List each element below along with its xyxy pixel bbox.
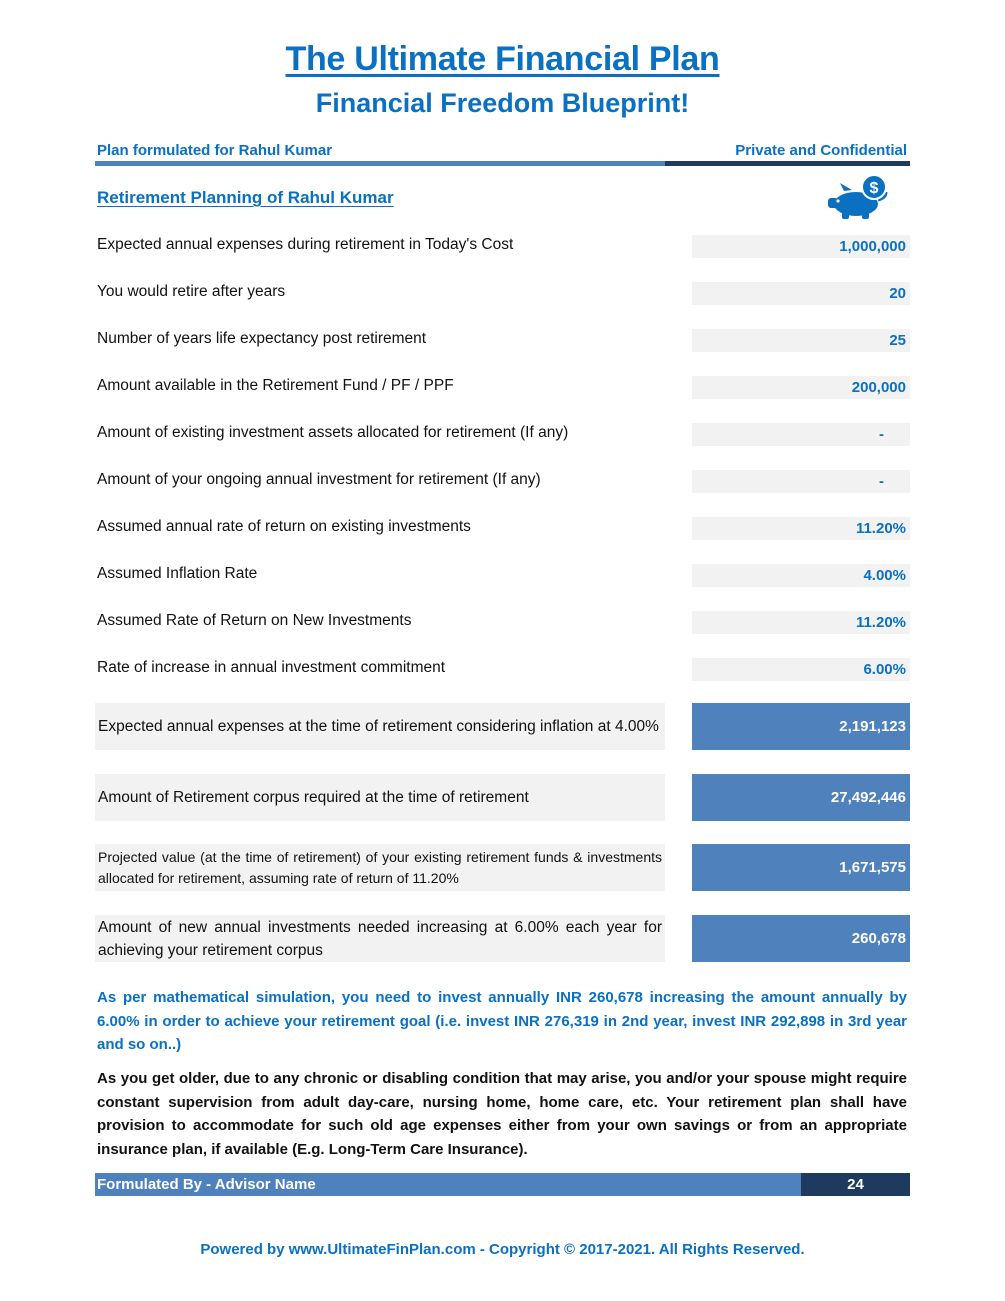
formulated-by: Formulated By - Advisor Name [95, 1173, 801, 1196]
powered-by-link[interactable]: Powered by www.UltimateFinPlan.com - Copyright © 2017-2021. All Rights Reserved. [200, 1241, 805, 1258]
section-title: Retirement Planning of Rahul Kumar [97, 188, 394, 207]
input-label: Number of years life expectancy post retirement [97, 330, 427, 347]
input-value[interactable]: 20 [692, 282, 910, 305]
simulation-note: As per mathematical simulation, you need to invest annually INR 260,678 increasing the amount annually by 6.00% in order to achieve your retirement goal (i.e. invest INR 276,319 in 2nd year, invest INR 292,898 in 3rd year and so on..) [97, 989, 907, 1053]
input-value[interactable]: 11.20% [692, 611, 910, 634]
result-label-text: Amount of new annual investments needed increasing at 6.00% each year for achieving your retirement corpus [98, 918, 662, 959]
svg-text:$: $ [869, 180, 879, 197]
input-label: Assumed annual rate of return on existing investments [97, 518, 471, 535]
result-value: 1,671,575 [692, 844, 910, 891]
input-value[interactable]: 25 [692, 329, 910, 352]
result-value: 260,678 [692, 915, 910, 962]
input-label: Rate of increase in annual investment commitment [97, 659, 446, 676]
input-value[interactable]: 1,000,000 [692, 235, 910, 258]
header-divider-light [95, 161, 665, 166]
confidential-label: Private and Confidential [735, 142, 907, 159]
input-label: You would retire after years [97, 283, 286, 300]
result-label [95, 844, 665, 891]
result-label [95, 915, 665, 962]
plan-for-label: Plan formulated for Rahul Kumar [97, 142, 333, 159]
document-title: The Ultimate Financial Plan [285, 40, 720, 78]
input-label: Assumed Rate of Return on New Investments [97, 612, 412, 629]
input-label: Assumed Inflation Rate [97, 565, 258, 582]
input-label: Expected annual expenses during retirement in Today's Cost [97, 236, 514, 253]
input-label: Amount available in the Retirement Fund / PF / PPF [97, 377, 454, 394]
result-label [95, 703, 665, 750]
input-value[interactable]: - [692, 470, 910, 493]
result-label-text: Expected annual expenses at the time of retirement considering inflation at 4.00% [98, 718, 659, 735]
result-label-text: Amount of Retirement corpus required at the time of retirement [98, 789, 529, 806]
header-divider-dark [665, 161, 910, 166]
result-label-text: Projected value (at the time of retirement) of your existing retirement funds & investments allocated for retirement, assuming rate of return of 11.20% [98, 848, 662, 886]
result-value: 27,492,446 [692, 774, 910, 821]
input-value[interactable]: 4.00% [692, 564, 910, 587]
result-value: 2,191,123 [692, 703, 910, 750]
piggy-bank-dollar-icon [826, 174, 898, 220]
input-value[interactable]: 200,000 [692, 376, 910, 399]
input-value[interactable]: 11.20% [692, 517, 910, 540]
input-value[interactable]: - [692, 423, 910, 446]
document-subtitle: Financial Freedom Blueprint! [315, 88, 690, 118]
result-label [95, 774, 665, 821]
input-value[interactable]: 6.00% [692, 658, 910, 681]
long-term-care-note: As you get older, due to any chronic or disabling condition that may arise, you and/or your spouse might require constant supervision from adult day-care, nursing home, home care, etc. Your retirement plan shall have provision to accommodate for such old age expenses either from your own savings or from an appropriate insurance plan, if available (E.g. Long-Term Care Insurance). [97, 1070, 907, 1158]
page-number: 24 [801, 1173, 910, 1196]
input-label: Amount of existing investment assets allocated for retirement (If any) [97, 424, 569, 441]
input-label: Amount of your ongoing annual investment for retirement (If any) [97, 471, 541, 488]
